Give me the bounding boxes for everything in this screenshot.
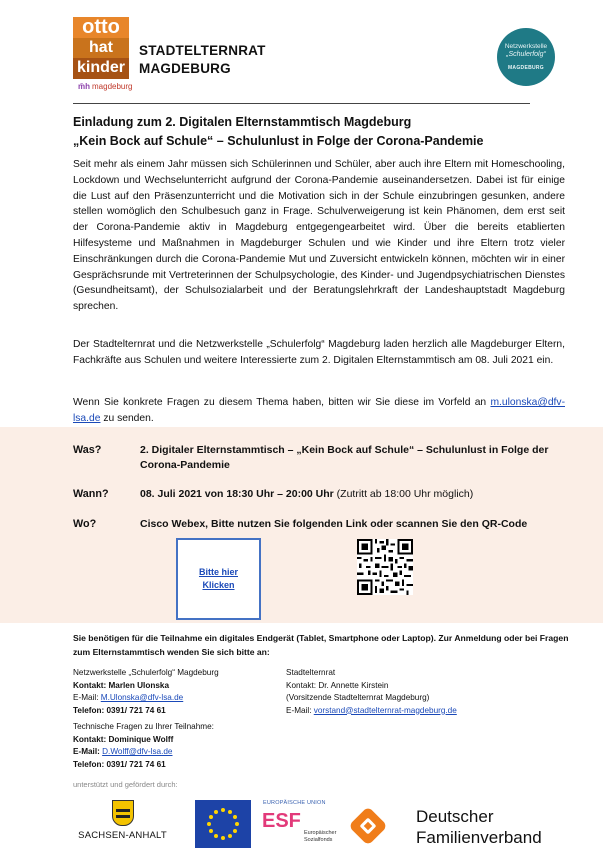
qr-code[interactable] [357, 539, 413, 595]
circle-logo-line3: MAGDEBURG [507, 65, 545, 71]
contact-tech-email-link[interactable]: D.Wolff@dfv-lsa.de [102, 747, 173, 756]
org-title-line2: MAGDEBURG [139, 61, 231, 76]
contact-left-person: Kontakt: Marlen Ulonska [73, 680, 169, 690]
questions-email-link[interactable]: m.ulonska@dfv-lsa.de [73, 397, 565, 424]
logo-word-kinder: kinder [73, 58, 129, 79]
dfv-logo-text: Deutscher Familienverband [416, 807, 542, 847]
questions-paragraph [73, 395, 565, 427]
invitation-paragraph: Der Stadtelternrat und die Netzwerkstelle „Schulerfolg“ Magdeburg laden herzlich alle Magdeburger Eltern, Fachkräfte aus Schulen und weitere Interessierte zum 2. Digitalen Elternstammtisch am 08. Juli 2021 ein. [73, 339, 565, 366]
sachsen-anhalt-logo [75, 800, 170, 850]
contact-tech-email: E-Mail: D.Wolff@dfv-lsa.de [73, 747, 173, 756]
logo-sub-magdeburg: m̄h magdeburg [78, 82, 133, 91]
contact-right-org: Stadtelternrat [286, 668, 336, 677]
questions-text-end: zu senden. [100, 412, 154, 424]
contact-netzwerkstelle [73, 667, 219, 717]
webex-link-text[interactable]: Bitte hier Klicken [198, 567, 238, 590]
sachsen-anhalt-text: SACHSEN-ANHALT [78, 830, 167, 841]
circle-logo-line1: Netzwerkstelle [504, 43, 548, 50]
wann-label: Wann? [73, 488, 109, 500]
logo-word-hat: hat [73, 38, 129, 59]
wo-label: Wo? [73, 518, 97, 530]
circle-logo-line2: „Schulerfolg“ [506, 51, 546, 58]
contact-left-org: Netzwerkstelle „Schulerfolg“ Magdeburg [73, 668, 219, 677]
contact-left-email-link[interactable]: M.Ulonska@dfv-lsa.de [100, 693, 184, 702]
contact-right-email: E-Mail: vorstand@stadtelternrat-magdeburg.de [286, 705, 457, 715]
logo-word-otto: otto [73, 17, 129, 38]
contact-right-role: (Vorsitzende Stadtelternrat Magdeburg) [286, 693, 430, 702]
esf-subtitle: Europäischer Sozialfonds [304, 830, 337, 843]
org-title [139, 42, 266, 78]
was-value: 2. Digitaler Elternstammtisch – „Kein Bock auf Schule“ – Schulunlust in Folge der Corona-Pandemie [140, 444, 549, 471]
wo-value: Cisco Webex, Bitte nutzen Sie folgenden Link oder scannen Sie den QR-Code [140, 518, 528, 530]
registration-note: Sie benötigen für die Teilnahme ein digitales Endgerät (Tablet, Smartphone oder Laptop). Zur Anmeldung oder bei Fragen zum Elternstammtisch wenden Sie sich bitte an: [73, 633, 569, 657]
dfv-logo-icon [348, 806, 388, 846]
wann-extra: (Zutritt ab 18:00 Uhr möglich) [333, 488, 474, 500]
support-caption: unterstützt und gefördert durch: [73, 780, 178, 789]
contact-right-email-link[interactable]: vorstand@stadtelternrat-magdeburg.de [313, 705, 457, 715]
esf-logo-text: ESF [262, 810, 301, 832]
otto-hat-kinder-logo [73, 17, 129, 79]
contact-left-email: E-Mail: M.Ulonska@dfv-lsa.de [73, 693, 184, 702]
contact-tech-person: Kontakt: Dominique Wolff [73, 734, 174, 744]
invitation-subtitle: „Kein Bock auf Schule“ – Schulunlust in Folge der Corona-Pandemie [73, 134, 484, 148]
contact-stadtelternrat [286, 667, 457, 717]
questions-text: Wenn Sie konkrete Fragen zu diesem Thema haben, bitten wir Sie diese im Vorfeld an [73, 397, 487, 408]
contact-left-phone: Telefon: 0391/ 721 74 61 [73, 705, 166, 715]
netzwerkstelle-logo [497, 28, 555, 86]
was-label: Was? [73, 444, 102, 456]
coat-of-arms-icon [112, 800, 134, 826]
org-title-line1: STADTELTERNRAT [139, 43, 266, 58]
contact-right-person: Kontakt: Dr. Annette Kirstein [286, 680, 389, 690]
contact-technical [73, 721, 214, 771]
eu-flag-icon [195, 800, 251, 848]
header-divider [73, 103, 530, 104]
invitation-title: Einladung zum 2. Digitalen Elternstammtisch Magdeburg [73, 115, 412, 129]
wann-value: 08. Juli 2021 von 18:30 Uhr – 20:00 Uhr (Zutritt ab 18:00 Uhr möglich) [140, 488, 474, 500]
intro-paragraph: Seit mehr als einem Jahr müssen sich Schülerinnen und Schüler, aber auch ihre Eltern mit Homeschooling, Lockdown und Wechselunterricht aufgrund der Corona-Pandemie auseinandersetzen. Dabei ist für einige die Lust auf den Präsenzunterricht und die Motivation sich in der Schule einzubringen gesunken, andere stellen womöglich den Schulbesuch ganz in Frage. Schulverweigerung ist kein Phänomen, dem erst seit der Corona-Pandemie aktiv in Magdeburg entgegengearbeitet wird. Über die bereits etablierten Hilfesysteme und Maßnahmen in Magdeburger Schulen und wie Kinder und ihre Eltern trotz vieler Einschränkungen durch die Corona-Pandemie Mut und Zuversicht entwickeln können, möchten wir in einer Gesprächsrunde mit Vertreterinnen der Schulpsychologie, des Kinder- und Jugendpsychiatrischen Dienstes (Gesundheitsamt), der Schulsozialarbeit und der Beratungslehrkraft der Landeshauptstadt Magdeburg sprechen. [73, 159, 565, 313]
contact-tech-phone: Telefon: 0391/ 721 74 61 [73, 759, 166, 769]
esf-eu-caption: EUROPÄISCHE UNION [263, 800, 326, 806]
contact-tech-heading: Technische Fragen zu Ihrer Teilnahme: [73, 722, 214, 731]
webex-link-button[interactable] [176, 538, 261, 620]
